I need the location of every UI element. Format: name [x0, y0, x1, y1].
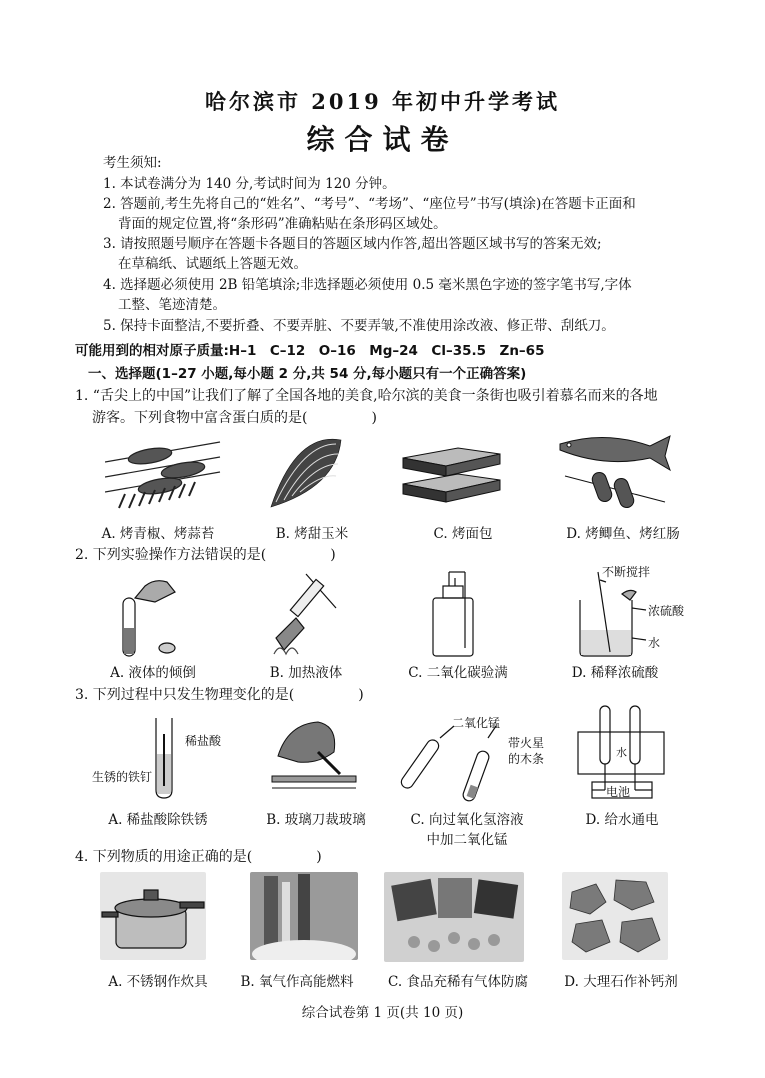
- q4-option-b[interactable]: B. 氧气作高能燃料: [240, 974, 354, 990]
- pressure-cooker-image: [100, 872, 206, 960]
- q2-option-c[interactable]: C. 二氧化碳验满: [408, 665, 508, 681]
- q1-option-b[interactable]: B. 烤甜玉米: [275, 526, 349, 542]
- fish-sausage-icon: [555, 432, 673, 514]
- q4-option-a[interactable]: A. 不锈钢作炊具: [108, 974, 208, 990]
- glass-cutter-icon: [268, 716, 360, 798]
- q3-label-mno2: 二氧化锰: [452, 716, 501, 730]
- exam-title: 哈尔滨市 2019 年初中升学考试: [204, 89, 561, 114]
- q1-option-d[interactable]: D. 烤鲫鱼、烤红肠: [566, 526, 680, 542]
- heating-liquid-icon: [266, 568, 346, 660]
- q1-option-c[interactable]: C. 烤面包: [433, 526, 493, 542]
- q3-option-a[interactable]: A. 稀盐酸除铁锈: [108, 812, 208, 828]
- q1-stem-line1: 1. “舌尖上的中国”让我们了解了全国各地的美食,哈尔滨的美食一条街也吸引着慕名而来的各地: [75, 388, 658, 404]
- q3-stem: 3. 下列过程中只发生物理变化的是( ): [75, 687, 364, 703]
- q3-option-c-line2: 中加二氧化锰: [426, 832, 508, 848]
- notice-item-5: 5. 保持卡面整洁,不要折叠、不要弄脏、不要弄皱,不准使用涂改液、修正带、刮纸刀。: [103, 318, 615, 334]
- q3-label-spark1: 带火星: [508, 736, 545, 750]
- notice-item-3-cont: 在草稿纸、试题纸上答题无效。: [118, 256, 307, 272]
- q1-option-a[interactable]: A. 烤青椒、烤蒜苔: [101, 526, 215, 542]
- bread-icon: [398, 440, 508, 506]
- notice-item-4-cont: 工整、笔迹清楚。: [118, 297, 226, 313]
- q3-option-b[interactable]: B. 玻璃刀裁玻璃: [266, 812, 366, 828]
- notice-heading: 考生须知:: [103, 155, 162, 171]
- skewer-pepper-icon: [105, 432, 225, 512]
- notice-item-1: 1. 本试卷满分为 140 分,考试时间为 120 分钟。: [103, 176, 396, 192]
- notice-item-2: 2. 答题前,考生先将自己的“姓名”、“考号”、“考场”、“座位号”书写(填涂)在答题卡正面和: [103, 196, 636, 212]
- q3-option-c[interactable]: C. 向过氧化氢溶液: [410, 812, 524, 828]
- peroxide-mno2-icon: [400, 720, 510, 804]
- q2-option-b[interactable]: B. 加热液体: [269, 665, 343, 681]
- section-title: 一、选择题(1–27 小题,每小题 2 分,共 54 分,每小题只有一个正确答案): [88, 366, 527, 382]
- q2-stem: 2. 下列实验操作方法错误的是( ): [75, 547, 336, 563]
- marble-stones-image: [562, 872, 668, 960]
- q3-option-d[interactable]: D. 给水通电: [585, 812, 659, 828]
- q3-label-hcl: 稀盐酸: [185, 734, 222, 748]
- corn-icon: [266, 432, 348, 512]
- q3-label-nail: 生锈的铁钉: [92, 770, 153, 784]
- q1-stem-line2: 游客。下列食物中富含蛋白质的是( ): [92, 410, 377, 426]
- atomic-masses: 可能用到的相对原子质量:H–1 C–12 O–16 Mg–24 Cl–35.5 Zn–65: [75, 343, 545, 359]
- page-footer: 综合试卷第 1 页(共 10 页): [301, 1005, 464, 1021]
- q4-stem: 4. 下列物质的用途正确的是( ): [75, 849, 322, 865]
- notice-item-4: 4. 选择题必须使用 2B 铅笔填涂;非选择题必须使用 0.5 毫米黑色字迹的签字笔书写,字体: [103, 277, 632, 293]
- notice-item-2-cont: 背面的规定位置,将“条形码”准确粘贴在条形码区域处。: [118, 216, 447, 232]
- q4-option-c[interactable]: C. 食品充稀有气体防腐: [388, 974, 528, 990]
- q3-label-battery: 电池: [606, 785, 631, 799]
- rocket-launch-image: [250, 872, 358, 960]
- exam-subtitle: 综合试卷: [306, 123, 459, 156]
- q4-option-d[interactable]: D. 大理石作补钙剂: [564, 974, 678, 990]
- q2-label-acid: 浓硫酸: [648, 604, 685, 618]
- q2-label-stir: 不断搅拌: [602, 565, 651, 579]
- q3-label-spark2: 的木条: [508, 752, 545, 766]
- test-tube-nail-icon: [150, 714, 190, 802]
- q2-label-water: 水: [648, 636, 661, 650]
- food-packages-image: [384, 872, 524, 962]
- pouring-liquid-icon: [115, 568, 195, 658]
- q2-option-a[interactable]: A. 液体的倾倒: [110, 665, 196, 681]
- notice-item-3: 3. 请按照题号顺序在答题卡各题目的答题区域内作答,超出答题区域书写的答案无效;: [103, 236, 602, 252]
- q2-option-d[interactable]: D. 稀释浓硫酸: [571, 665, 659, 681]
- gas-bottle-icon: [425, 568, 485, 660]
- q3-label-water: 水: [616, 746, 627, 759]
